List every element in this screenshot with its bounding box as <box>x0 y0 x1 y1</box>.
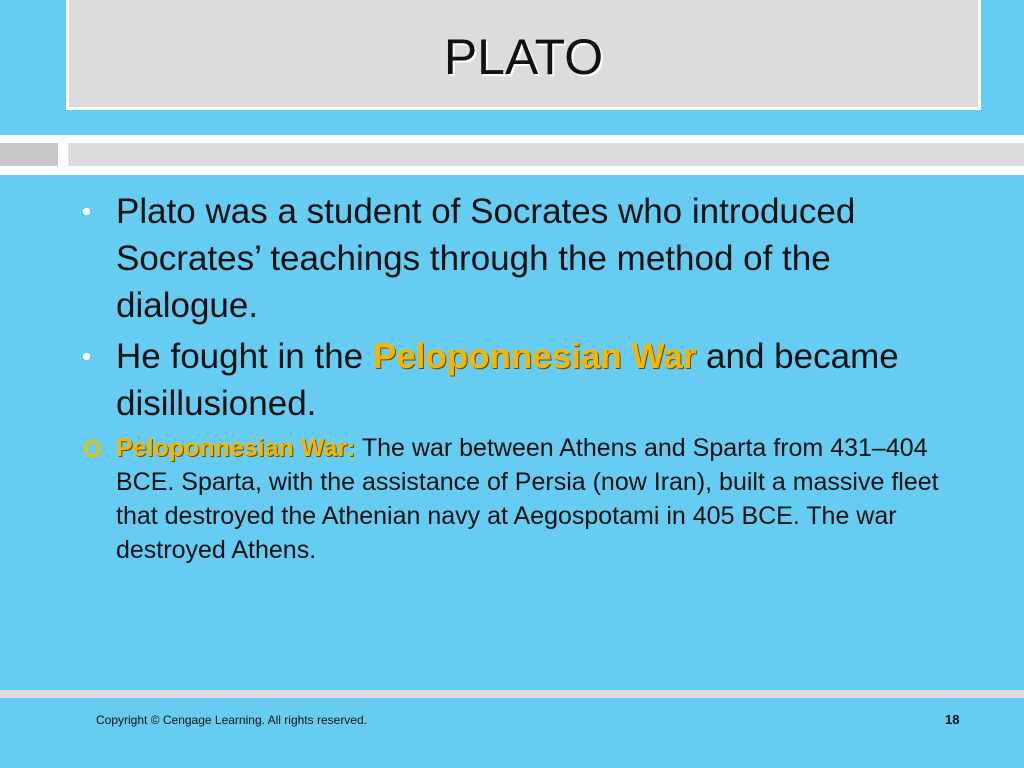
bullet-text: Plato was a student of Socrates who introduced Socrates’ teachings through the method of the dialogue. <box>116 192 856 325</box>
sub-bullet-item <box>82 431 982 567</box>
bullet-text <box>116 333 982 427</box>
page-number: 18 <box>945 712 960 727</box>
definition-term: Peloponnesian War: <box>116 434 356 462</box>
footer-divider-band <box>0 690 1024 698</box>
bullet-dot-icon: • <box>82 196 92 226</box>
bullet-text-prefix: He fought in the <box>116 337 373 376</box>
definition-text: The war between Athens and Sparta from 431–404 BCE. Sparta, with the assistance of Persia (now Iran), built a massive fleet that destroyed the Athenian navy at Aegospotami in 405 BCE. The war destroyed Athens. <box>116 434 939 564</box>
highlighted-term: Peloponnesian War <box>372 337 697 376</box>
ring-bullet-icon <box>82 431 116 465</box>
title-box <box>66 0 981 110</box>
bullet-dot-icon: • <box>82 341 92 371</box>
slide-content <box>82 188 982 567</box>
header-divider-bar <box>68 143 1024 166</box>
bullet-text-suffix: and became disillusioned. <box>116 337 899 423</box>
bullet-item <box>82 188 982 329</box>
header-divider-accent <box>0 143 58 166</box>
slide-title: PLATO <box>443 28 604 85</box>
copyright-text: Copyright © Cengage Learning. All rights reserved. <box>96 713 367 727</box>
bullet-item <box>82 333 982 427</box>
sub-bullet-text <box>116 431 982 567</box>
